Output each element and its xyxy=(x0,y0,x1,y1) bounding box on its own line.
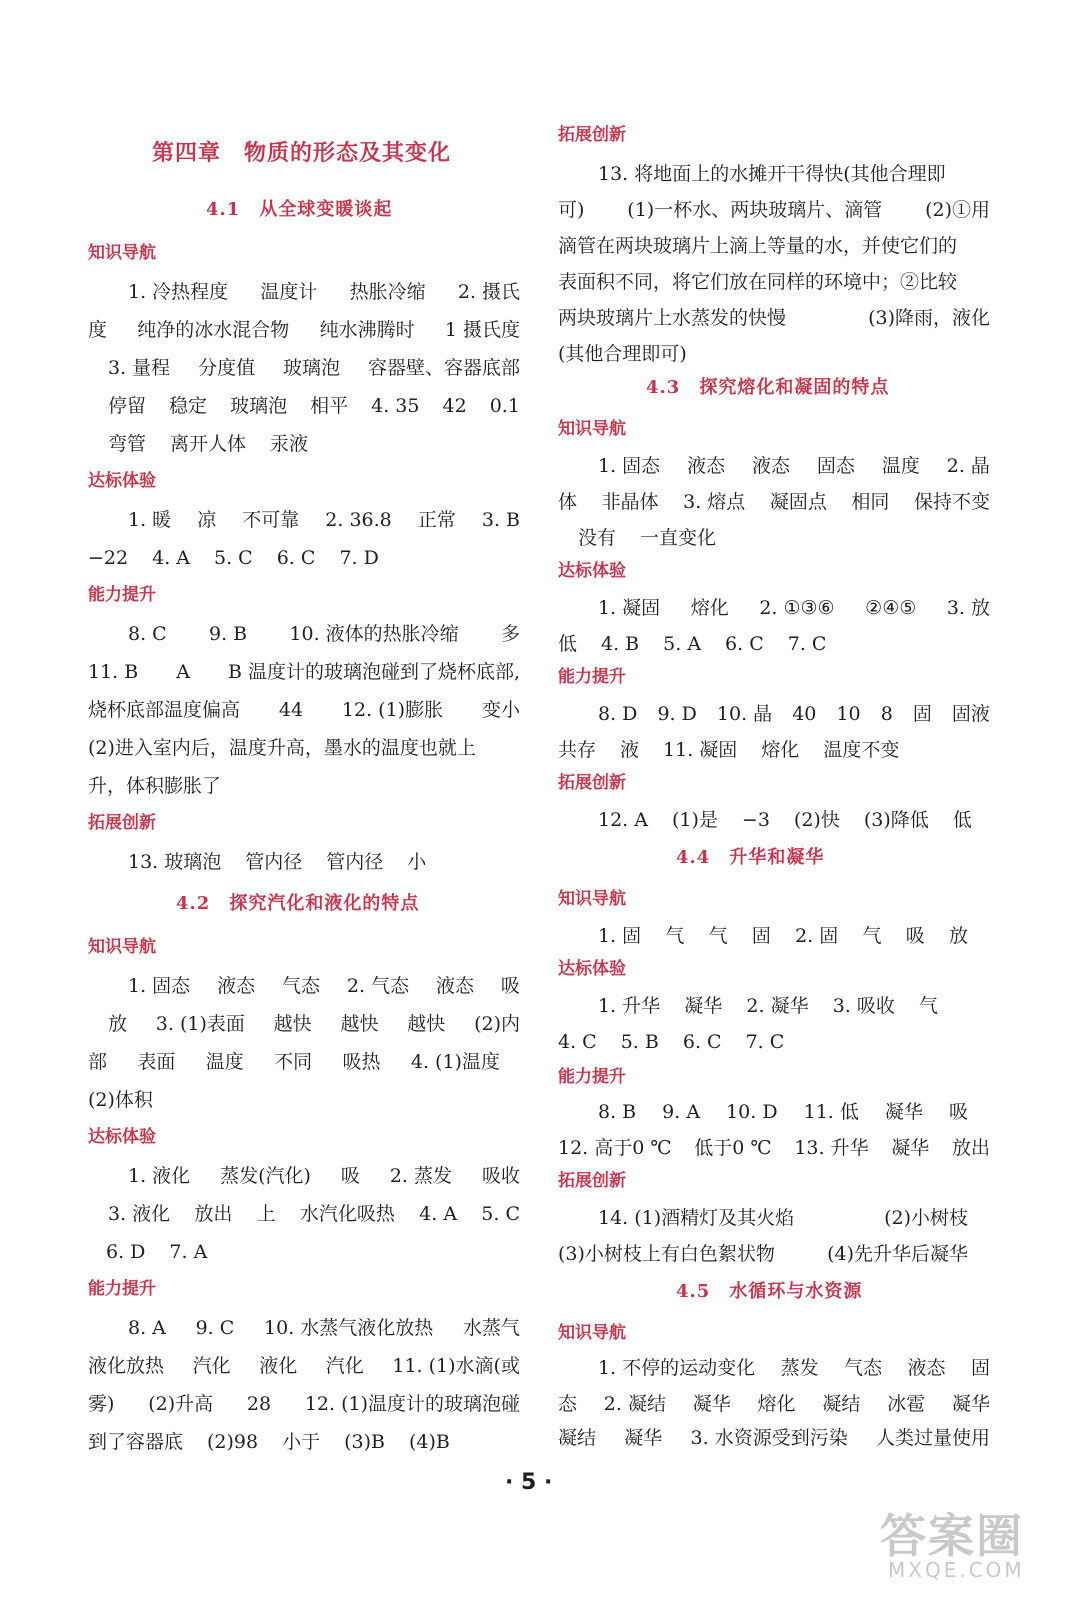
answer-line: 低 4. B 5. A 6. C 7. C xyxy=(558,633,827,655)
answer-line: (其他合理即可) xyxy=(558,343,687,365)
answer-line: (2)进入室内后，温度升高，墨水的温度也就上 xyxy=(88,737,476,759)
answer-line: 弯管 离开人体 汞液 xyxy=(108,433,309,455)
heading-zhishi-daohang: 知识导航 xyxy=(558,1323,626,1343)
answer-line: 没有 一直变化 xyxy=(578,527,717,549)
section-title-4-1: 4.1 从全球变暖谈起 xyxy=(206,199,393,220)
heading-tuozhan-chuangxin: 拓展创新 xyxy=(88,813,156,833)
answer-line: 停留 稳定 玻璃泡 相平 4. 35 42 0.1 xyxy=(108,395,520,417)
answer-line: 到了容器底 (2)98 小于 (3)B (4)B xyxy=(88,1431,450,1453)
answer-line: 6. D 7. A xyxy=(106,1241,208,1263)
watermark-url: MXQE.COM xyxy=(888,1558,1025,1582)
answer-line: 态 2. 凝结 凝华 熔化 凝结 冰雹 凝华 xyxy=(558,1393,990,1415)
watermark-logo xyxy=(880,1500,1050,1590)
section-title-4-3: 4.3 探究熔化和凝固的特点 xyxy=(646,377,890,398)
answer-line: 8. B 9. A 10. D 11. 低 凝华 吸 xyxy=(598,1101,968,1123)
answer-line: 共存 液 11. 凝固 熔化 温度不变 xyxy=(558,739,900,761)
answer-line: 1. 固态 液态 气态 2. 气态 液态 吸 xyxy=(128,975,520,997)
heading-zhishi-daohang: 知识导航 xyxy=(558,889,626,909)
heading-zhishi-daohang: 知识导航 xyxy=(88,937,156,957)
heading-nengli-tisheng: 能力提升 xyxy=(558,667,626,687)
heading-nengli-tisheng: 能力提升 xyxy=(88,1279,156,1299)
answer-line: 表面积不同，将它们放在同样的环境中；②比较 xyxy=(558,271,958,293)
answer-line: 度 纯净的冰水混合物 纯水沸腾时 1 摄氏度 xyxy=(88,319,520,341)
answer-line: 可) (1)一杯水、两块玻璃片、滴管 (2)①用 xyxy=(558,199,990,221)
heading-tuozhan-chuangxin: 拓展创新 xyxy=(558,125,626,145)
answer-line: 4. C 5. B 6. C 7. C xyxy=(558,1031,785,1053)
heading-tuozhan-chuangxin: 拓展创新 xyxy=(558,1171,626,1191)
answer-line: 1. 不停的运动变化 蒸发 气态 液态 固 xyxy=(598,1357,990,1379)
heading-dabiao-tiyan: 达标体验 xyxy=(558,959,626,979)
answer-line: 8. C 9. B 10. 液体的热胀冷缩 多 xyxy=(128,623,520,645)
page-number: · 5 · xyxy=(505,1470,553,1495)
answer-line: 1. 固态 液态 液态 固态 温度 2. 晶 xyxy=(598,455,990,477)
answer-line: 雾) (2)升高 28 12. (1)温度计的玻璃泡碰 xyxy=(88,1393,520,1415)
heading-tuozhan-chuangxin: 拓展创新 xyxy=(558,773,626,793)
answer-line: 升，体积膨胀了 xyxy=(88,775,222,797)
answer-line: 11. B A B 温度计的玻璃泡碰到了烧杯底部, xyxy=(88,661,520,683)
answer-line: 1. 液化 蒸发(汽化) 吸 2. 蒸发 吸收 xyxy=(128,1165,520,1187)
heading-nengli-tisheng: 能力提升 xyxy=(558,1067,626,1087)
answer-line: 液化放热 汽化 液化 汽化 11. (1)水滴(或 xyxy=(88,1355,520,1377)
answer-line: (3)小树枝上有白色絮状物 (4)先升华后凝华 xyxy=(558,1243,968,1265)
heading-zhishi-daohang: 知识导航 xyxy=(558,419,626,439)
answer-line: 两块玻璃片上水蒸发的快慢 (3)降雨，液化 xyxy=(558,307,990,329)
answer-line: 体 非晶体 3. 熔点 凝固点 相同 保持不变 xyxy=(558,491,990,513)
answer-line: 1. 升华 凝华 2. 凝华 3. 吸收 气 xyxy=(598,995,938,1017)
answer-line: 滴管在两块玻璃片上滴上等量的水，并使它们的 xyxy=(558,235,958,257)
answer-line: 12. 高于0 ℃ 低于0 ℃ 13. 升华 凝华 放出 xyxy=(558,1137,990,1159)
answer-line: (2)体积 xyxy=(88,1089,153,1111)
answer-line: 部 表面 温度 不同 吸热 4. (1)温度 xyxy=(88,1051,500,1073)
heading-zhishi-daohang: 知识导航 xyxy=(88,243,156,263)
answer-line: −22 4. A 5. C 6. C 7. D xyxy=(88,547,379,569)
answer-line: 8. A 9. C 10. 水蒸气液化放热 水蒸气 xyxy=(128,1317,520,1339)
answer-line: 14. (1)酒精灯及其火焰 (2)小树枝 xyxy=(598,1207,968,1229)
answer-line: 8. D 9. D 10. 晶 40 10 8 固 固液 xyxy=(598,703,990,725)
answer-line: 放 3. (1)表面 越快 越快 越快 (2)内 xyxy=(108,1013,520,1035)
heading-nengli-tisheng: 能力提升 xyxy=(88,585,156,605)
answer-line: 烧杯底部温度偏高 44 12. (1)膨胀 变小 xyxy=(88,699,520,721)
section-title-4-4: 4.4 升华和凝华 xyxy=(676,847,825,868)
chapter-title: 第四章 物质的形态及其变化 xyxy=(152,140,452,166)
section-title-4-2: 4.2 探究汽化和液化的特点 xyxy=(176,893,420,914)
answer-line: 13. 玻璃泡 管内径 管内径 小 xyxy=(128,851,427,873)
section-title-4-5: 4.5 水循环与水资源 xyxy=(676,1281,863,1302)
heading-dabiao-tiyan: 达标体验 xyxy=(88,1127,156,1147)
heading-dabiao-tiyan: 达标体验 xyxy=(558,561,626,581)
answer-line: 凝结 凝华 3. 水资源受到污染 人类过量使用 xyxy=(558,1427,990,1449)
answer-line: 1. 冷热程度 温度计 热胀冷缩 2. 摄氏 xyxy=(128,281,520,303)
watermark-text: 答案圈 xyxy=(880,1509,1024,1563)
answer-line: 1. 凝固 熔化 2. ①③⑥ ②④⑤ 3. 放 xyxy=(598,597,990,619)
heading-dabiao-tiyan: 达标体验 xyxy=(88,471,156,491)
answer-line: 3. 量程 分度值 玻璃泡 容器壁、容器底部 xyxy=(108,357,520,379)
answer-line: 1. 固 气 气 固 2. 固 气 吸 放 xyxy=(598,925,968,947)
answer-line: 3. 液化 放出 上 水汽化吸热 4. A 5. C xyxy=(108,1203,520,1225)
answer-line: 1. 暖 凉 不可靠 2. 36.8 正常 3. B xyxy=(128,509,520,531)
answer-line: 13. 将地面上的水摊开干得快(其他合理即 xyxy=(598,163,946,185)
answer-line: 12. A (1)是 −3 (2)快 (3)降低 低 xyxy=(598,809,972,831)
